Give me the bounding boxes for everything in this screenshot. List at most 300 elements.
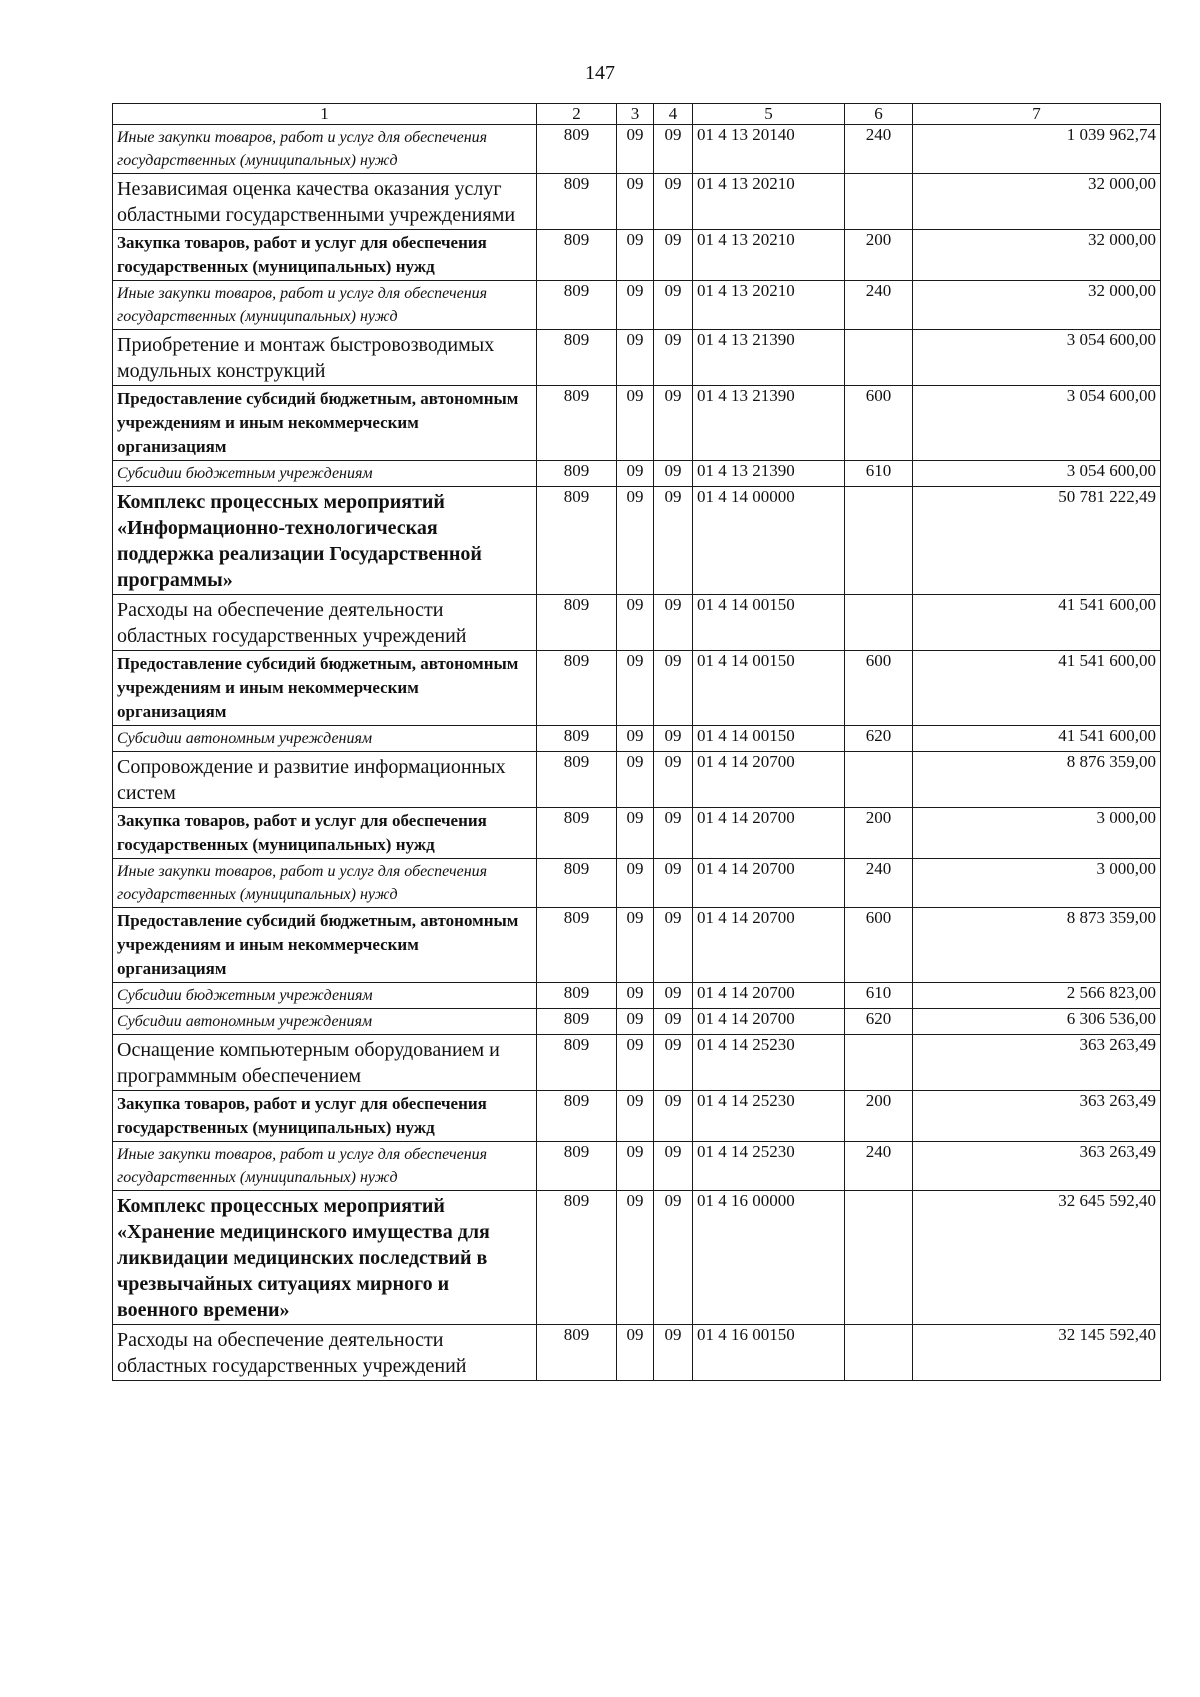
expense-type-code [845, 1325, 913, 1381]
row-description-text: Иные закупки товаров, работ и услуг для обеспечения государственных (муниципальных) нужд [117, 1146, 488, 1186]
ministry-code-text: 809 [563, 1325, 590, 1344]
expense-type-code [845, 174, 913, 230]
subsection-code-text: 09 [664, 1142, 682, 1161]
row-description-text: Предоставление субсидий бюджетным, автономным учреждениям и иным некоммерческим организациям [117, 654, 519, 721]
amount-value [913, 1091, 1161, 1142]
target-article-code [693, 859, 845, 908]
expense-type-code [845, 281, 913, 330]
section-code [617, 386, 654, 461]
subsection-code-text: 09 [664, 595, 682, 614]
row-description-text: Сопровождение и развитие информационных систем [117, 756, 506, 804]
target-article-code-text: 01 4 14 00150 [697, 651, 795, 670]
ministry-code-text: 809 [563, 908, 590, 927]
table-row [113, 726, 1161, 752]
row-description-text: Закупка товаров, работ и услуг для обеспечения государственных (муниципальных) нужд [117, 811, 487, 854]
subsection-code [654, 859, 693, 908]
table-row [113, 1091, 1161, 1142]
target-article-code [693, 808, 845, 859]
ministry-code-text: 809 [563, 461, 590, 480]
amount-value-text: 41 541 600,00 [1058, 726, 1156, 745]
amount-value [913, 1325, 1161, 1381]
table-row [113, 651, 1161, 726]
expense-type-code [845, 651, 913, 726]
expense-type-code-text: 620 [865, 726, 892, 745]
target-article-code [693, 983, 845, 1009]
ministry-code [537, 983, 617, 1009]
amount-value [913, 230, 1161, 281]
section-code [617, 595, 654, 651]
budget-table [112, 103, 1161, 1381]
section-code-text: 09 [626, 908, 644, 927]
section-code-text: 09 [626, 726, 644, 745]
row-description [113, 1091, 537, 1142]
table-body [113, 125, 1161, 1381]
target-article-code [693, 174, 845, 230]
subsection-code-text: 09 [664, 281, 682, 300]
target-article-code-text: 01 4 13 21390 [697, 330, 795, 349]
amount-value-text: 8 873 359,00 [1066, 908, 1156, 927]
row-description-text: Комплекс процессных мероприятий «Хранение медицинского имущества для ликвидации медицинских последствий в чрезвычайных ситуациях мирного и военного времени» [117, 1195, 490, 1321]
ministry-code [537, 1191, 617, 1325]
expense-type-code-text: 240 [865, 281, 892, 300]
table-row [113, 386, 1161, 461]
row-description-text: Оснащение компьютерным оборудованием и программным обеспечением [117, 1039, 500, 1087]
row-description-text: Расходы на обеспечение деятельности областных государственных учреждений [117, 1329, 467, 1377]
table-row [113, 281, 1161, 330]
section-code [617, 487, 654, 595]
target-article-code-text: 01 4 13 20210 [697, 174, 795, 193]
target-article-code-text: 01 4 14 20700 [697, 983, 795, 1002]
section-code [617, 983, 654, 1009]
ministry-code [537, 752, 617, 808]
column-header: 5 [693, 104, 845, 125]
target-article-code [693, 595, 845, 651]
page-number: 147 [585, 62, 615, 84]
column-header: 2 [537, 104, 617, 125]
ministry-code [537, 859, 617, 908]
section-code-text: 09 [626, 461, 644, 480]
section-code [617, 125, 654, 174]
amount-value-text: 2 566 823,00 [1066, 983, 1156, 1002]
amount-value [913, 461, 1161, 487]
ministry-code-text: 809 [563, 651, 590, 670]
target-article-code-text: 01 4 13 20210 [697, 230, 795, 249]
row-description-text: Иные закупки товаров, работ и услуг для обеспечения государственных (муниципальных) нужд [117, 129, 488, 169]
subsection-code-text: 09 [664, 808, 682, 827]
target-article-code [693, 230, 845, 281]
ministry-code-text: 809 [563, 726, 590, 745]
subsection-code [654, 651, 693, 726]
ministry-code-text: 809 [563, 752, 590, 771]
row-description [113, 230, 537, 281]
row-description [113, 1191, 537, 1325]
target-article-code-text: 01 4 16 00150 [697, 1325, 795, 1344]
row-description [113, 808, 537, 859]
table-row [113, 1009, 1161, 1035]
subsection-code [654, 1009, 693, 1035]
row-description-text: Закупка товаров, работ и услуг для обеспечения государственных (муниципальных) нужд [117, 1094, 487, 1137]
column-header: 1 [113, 104, 537, 125]
row-description-text: Предоставление субсидий бюджетным, автономным учреждениям и иным некоммерческим организациям [117, 389, 519, 456]
target-article-code-text: 01 4 14 00000 [697, 487, 795, 506]
table-row [113, 908, 1161, 983]
target-article-code-text: 01 4 14 20700 [697, 808, 795, 827]
subsection-code-text: 09 [664, 908, 682, 927]
ministry-code-text: 809 [563, 1091, 590, 1110]
expense-type-code [845, 808, 913, 859]
expense-type-code-text: 600 [865, 386, 892, 405]
section-code-text: 09 [626, 595, 644, 614]
section-code-text: 09 [626, 230, 644, 249]
subsection-code [654, 230, 693, 281]
amount-value [913, 651, 1161, 726]
ministry-code-text: 809 [563, 595, 590, 614]
row-description-text: Приобретение и монтаж быстровозводимых модульных конструкций [117, 334, 495, 382]
table-row [113, 487, 1161, 595]
expense-type-code [845, 1009, 913, 1035]
section-code [617, 230, 654, 281]
target-article-code [693, 908, 845, 983]
section-code-text: 09 [626, 174, 644, 193]
row-description [113, 125, 537, 174]
target-article-code [693, 726, 845, 752]
column-header: 6 [845, 104, 913, 125]
row-description [113, 1325, 537, 1381]
subsection-code-text: 09 [664, 651, 682, 670]
amount-value-text: 3 054 600,00 [1066, 330, 1156, 349]
section-code [617, 651, 654, 726]
amount-value [913, 330, 1161, 386]
expense-type-code [845, 1191, 913, 1325]
target-article-code-text: 01 4 13 20140 [697, 125, 795, 144]
ministry-code [537, 1325, 617, 1381]
row-description-text: Независимая оценка качества оказания услуг областными государственными учреждениями [117, 178, 516, 226]
ministry-code-text: 809 [563, 1035, 590, 1054]
section-code [617, 461, 654, 487]
subsection-code [654, 330, 693, 386]
section-code-text: 09 [626, 859, 644, 878]
subsection-code [654, 174, 693, 230]
ministry-code-text: 809 [563, 174, 590, 193]
amount-value [913, 859, 1161, 908]
section-code-text: 09 [626, 1191, 644, 1210]
amount-value [913, 386, 1161, 461]
subsection-code [654, 908, 693, 983]
subsection-code-text: 09 [664, 1191, 682, 1210]
table-row [113, 1035, 1161, 1091]
table-row [113, 752, 1161, 808]
table-row [113, 174, 1161, 230]
amount-value [913, 281, 1161, 330]
expense-type-code [845, 1142, 913, 1191]
table-row [113, 595, 1161, 651]
expense-type-code-text: 200 [865, 230, 892, 249]
row-description [113, 1009, 537, 1035]
table-row [113, 808, 1161, 859]
row-description [113, 174, 537, 230]
section-code-text: 09 [626, 386, 644, 405]
target-article-code [693, 752, 845, 808]
section-code [617, 1009, 654, 1035]
amount-value [913, 487, 1161, 595]
table-row [113, 859, 1161, 908]
row-description [113, 752, 537, 808]
row-description-text: Иные закупки товаров, работ и услуг для обеспечения государственных (муниципальных) нужд [117, 863, 488, 903]
section-code [617, 1091, 654, 1142]
row-description-text: Субсидии бюджетным учреждениям [117, 465, 373, 482]
section-code-text: 09 [626, 1325, 644, 1344]
row-description [113, 983, 537, 1009]
amount-value [913, 808, 1161, 859]
section-code-text: 09 [626, 1009, 644, 1028]
row-description [113, 595, 537, 651]
table-row [113, 330, 1161, 386]
section-code-text: 09 [626, 281, 644, 300]
subsection-code [654, 125, 693, 174]
expense-type-code [845, 859, 913, 908]
row-description-text: Комплекс процессных мероприятий «Информационно-технологическая поддержка реализации Государственной программы» [117, 491, 482, 591]
expense-type-code [845, 461, 913, 487]
section-code-text: 09 [626, 983, 644, 1002]
amount-value-text: 8 876 359,00 [1066, 752, 1156, 771]
section-code-text: 09 [626, 752, 644, 771]
table-row [113, 125, 1161, 174]
ministry-code-text: 809 [563, 281, 590, 300]
amount-value-text: 3 054 600,00 [1066, 461, 1156, 480]
section-code-text: 09 [626, 1142, 644, 1161]
amount-value-text: 41 541 600,00 [1058, 595, 1156, 614]
expense-type-code-text: 240 [865, 859, 892, 878]
amount-value-text: 363 263,49 [1079, 1142, 1156, 1161]
subsection-code-text: 09 [664, 1009, 682, 1028]
amount-value-text: 32 000,00 [1088, 174, 1156, 193]
target-article-code-text: 01 4 14 20700 [697, 859, 795, 878]
amount-value [913, 1191, 1161, 1325]
ministry-code [537, 461, 617, 487]
subsection-code-text: 09 [664, 726, 682, 745]
subsection-code [654, 281, 693, 330]
target-article-code-text: 01 4 13 20210 [697, 281, 795, 300]
section-code [617, 908, 654, 983]
expense-type-code-text: 200 [865, 808, 892, 827]
row-description-text: Иные закупки товаров, работ и услуг для обеспечения государственных (муниципальных) нужд [117, 285, 488, 325]
subsection-code-text: 09 [664, 330, 682, 349]
ministry-code [537, 726, 617, 752]
ministry-code-text: 809 [563, 1009, 590, 1028]
target-article-code [693, 330, 845, 386]
subsection-code-text: 09 [664, 174, 682, 193]
section-code-text: 09 [626, 487, 644, 506]
amount-value [913, 1142, 1161, 1191]
ministry-code [537, 386, 617, 461]
subsection-code-text: 09 [664, 1325, 682, 1344]
target-article-code [693, 487, 845, 595]
column-header: 3 [617, 104, 654, 125]
amount-value-text: 3 000,00 [1096, 808, 1156, 827]
amount-value-text: 50 781 222,49 [1058, 487, 1156, 506]
row-description [113, 1142, 537, 1191]
ministry-code-text: 809 [563, 230, 590, 249]
ministry-code [537, 908, 617, 983]
target-article-code [693, 1142, 845, 1191]
expense-type-code-text: 600 [865, 908, 892, 927]
section-code [617, 726, 654, 752]
subsection-code-text: 09 [664, 983, 682, 1002]
section-code [617, 1325, 654, 1381]
amount-value [913, 726, 1161, 752]
subsection-code [654, 983, 693, 1009]
subsection-code [654, 1091, 693, 1142]
row-description [113, 487, 537, 595]
target-article-code-text: 01 4 14 25230 [697, 1142, 795, 1161]
table-row [113, 983, 1161, 1009]
ministry-code [537, 808, 617, 859]
amount-value [913, 908, 1161, 983]
row-description [113, 859, 537, 908]
section-code [617, 752, 654, 808]
target-article-code-text: 01 4 14 00150 [697, 726, 795, 745]
expense-type-code-text: 610 [865, 983, 892, 1002]
target-article-code [693, 651, 845, 726]
ministry-code-text: 809 [563, 1191, 590, 1210]
expense-type-code-text: 620 [865, 1009, 892, 1028]
expense-type-code [845, 125, 913, 174]
row-description [113, 281, 537, 330]
target-article-code [693, 1191, 845, 1325]
amount-value [913, 1035, 1161, 1091]
amount-value-text: 6 306 536,00 [1066, 1009, 1156, 1028]
section-code-text: 09 [626, 1035, 644, 1054]
row-description [113, 908, 537, 983]
table-row [113, 461, 1161, 487]
target-article-code [693, 1091, 845, 1142]
subsection-code [654, 595, 693, 651]
target-article-code [693, 386, 845, 461]
ministry-code [537, 1142, 617, 1191]
expense-type-code-text: 240 [865, 125, 892, 144]
target-article-code-text: 01 4 13 21390 [697, 461, 795, 480]
amount-value [913, 983, 1161, 1009]
amount-value [913, 174, 1161, 230]
amount-value-text: 3 054 600,00 [1066, 386, 1156, 405]
ministry-code-text: 809 [563, 386, 590, 405]
subsection-code [654, 487, 693, 595]
table-row [113, 1325, 1161, 1381]
ministry-code-text: 809 [563, 983, 590, 1002]
row-description-text: Субсидии автономным учреждениям [117, 730, 373, 747]
ministry-code-text: 809 [563, 330, 590, 349]
target-article-code-text: 01 4 14 20700 [697, 752, 795, 771]
ministry-code [537, 595, 617, 651]
expense-type-code [845, 330, 913, 386]
amount-value-text: 363 263,49 [1079, 1091, 1156, 1110]
subsection-code [654, 808, 693, 859]
section-code [617, 1142, 654, 1191]
target-article-code-text: 01 4 14 20700 [697, 908, 795, 927]
amount-value-text: 41 541 600,00 [1058, 651, 1156, 670]
amount-value-text: 3 000,00 [1096, 859, 1156, 878]
row-description-text: Субсидии автономным учреждениям [117, 1013, 373, 1030]
table-row [113, 230, 1161, 281]
subsection-code-text: 09 [664, 125, 682, 144]
target-article-code [693, 281, 845, 330]
ministry-code [537, 125, 617, 174]
section-code [617, 174, 654, 230]
subsection-code-text: 09 [664, 1091, 682, 1110]
target-article-code [693, 125, 845, 174]
subsection-code [654, 1191, 693, 1325]
column-header: 4 [654, 104, 693, 125]
subsection-code [654, 1142, 693, 1191]
ministry-code [537, 330, 617, 386]
ministry-code-text: 809 [563, 487, 590, 506]
ministry-code [537, 1035, 617, 1091]
target-article-code [693, 1009, 845, 1035]
subsection-code-text: 09 [664, 752, 682, 771]
table-row [113, 1142, 1161, 1191]
ministry-code [537, 174, 617, 230]
ministry-code-text: 809 [563, 859, 590, 878]
amount-value [913, 125, 1161, 174]
ministry-code [537, 281, 617, 330]
target-article-code [693, 1035, 845, 1091]
section-code-text: 09 [626, 808, 644, 827]
section-code-text: 09 [626, 330, 644, 349]
subsection-code [654, 726, 693, 752]
expense-type-code [845, 230, 913, 281]
expense-type-code [845, 908, 913, 983]
row-description [113, 386, 537, 461]
ministry-code-text: 809 [563, 1142, 590, 1161]
subsection-code [654, 1325, 693, 1381]
section-code [617, 859, 654, 908]
column-number-row [113, 104, 1161, 125]
ministry-code [537, 1009, 617, 1035]
target-article-code-text: 01 4 16 00000 [697, 1191, 795, 1210]
expense-type-code [845, 1035, 913, 1091]
subsection-code-text: 09 [664, 859, 682, 878]
table-row [113, 1191, 1161, 1325]
target-article-code-text: 01 4 14 25230 [697, 1035, 795, 1054]
ministry-code-text: 809 [563, 125, 590, 144]
section-code-text: 09 [626, 651, 644, 670]
target-article-code [693, 461, 845, 487]
expense-type-code-text: 610 [865, 461, 892, 480]
target-article-code-text: 01 4 14 25230 [697, 1091, 795, 1110]
target-article-code-text: 01 4 14 20700 [697, 1009, 795, 1028]
expense-type-code [845, 983, 913, 1009]
target-article-code-text: 01 4 14 00150 [697, 595, 795, 614]
target-article-code [693, 1325, 845, 1381]
amount-value-text: 1 039 962,74 [1066, 125, 1156, 144]
ministry-code [537, 230, 617, 281]
amount-value-text: 363 263,49 [1079, 1035, 1156, 1054]
expense-type-code [845, 487, 913, 595]
amount-value [913, 595, 1161, 651]
row-description-text: Субсидии бюджетным учреждениям [117, 987, 373, 1004]
amount-value [913, 1009, 1161, 1035]
row-description [113, 461, 537, 487]
row-description [113, 1035, 537, 1091]
amount-value-text: 32 000,00 [1088, 230, 1156, 249]
ministry-code [537, 1091, 617, 1142]
subsection-code-text: 09 [664, 487, 682, 506]
subsection-code [654, 386, 693, 461]
expense-type-code-text: 240 [865, 1142, 892, 1161]
subsection-code-text: 09 [664, 1035, 682, 1054]
subsection-code [654, 461, 693, 487]
section-code-text: 09 [626, 125, 644, 144]
